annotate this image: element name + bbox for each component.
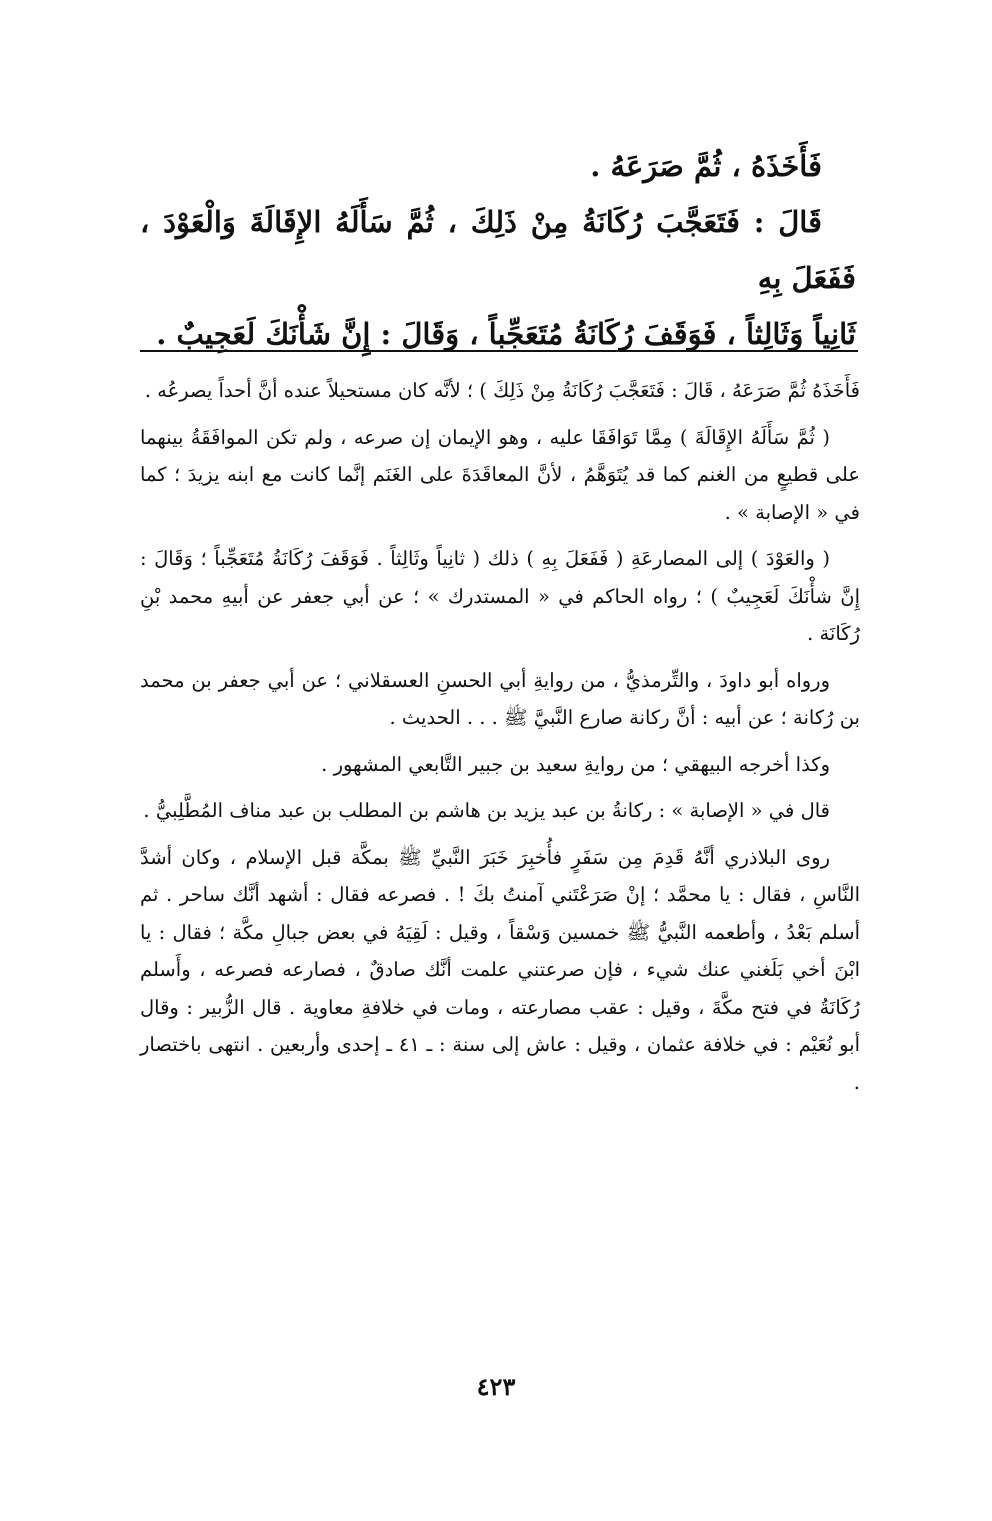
- commentary-paragraph: ( والعَوْدَ ) إلى المصارعَةِ ( فَفَعَلَ بِهِ ) ذلك ( ثانِياً وثَالِثاً . فَوَقَفَ رُكَانَةُ مُتَعَجِّباً ؛ وَقَالَ : إِنَّ شأْنَكَ لَعَجِيبٌ ) ؛ رواه الحاكم في « المستدرك » ؛ عن أبي جعفر عن أبيهِ محمد بْنِ رُكَانَة .: [140, 547, 860, 645]
- commentary-block: [140, 372, 860, 1110]
- commentary-paragraph: ورواه أبو داودَ ، والتِّرمذيُّ ، من روايةِ أبي الحسنِ العسقلاني ؛ عن أبي جعفر بن محمد بن رُكانة ؛ عن أبيه : أنَّ ركانة صارع النَّبيَّ ﷺ . . . الحديث .: [140, 668, 860, 729]
- main-text-line: ثَانِياً وَثَالِثاً ، فَوَقَفَ رُكَانَةُ مُتَعَجِّباً ، وَقَالَ : إِنَّ شَأْنَكَ لَعَجِيبٌ .: [156, 317, 856, 351]
- main-text-line: فَأَخَذَهُ ، ثُمَّ صَرَعَهُ .: [590, 149, 822, 183]
- footnote-separator: [140, 350, 858, 352]
- commentary-paragraph: ( ثُمَّ سَأَلَهُ الإِقَالَةَ ) مِمَّا تَوَافَقَا عليه ، وهو الإيمان إن صرعه ، ولم تكن الموافَقَةُ بينهما على قطيعٍ من الغنم كما قد يُتَوَهَّمُ ، لأنَّ المعاقَدَةَ على الغَنَم إنَّما كانت مع ابنه يزيدَ ؛ كما في « الإصابة » .: [140, 425, 860, 524]
- commentary-paragraph: وكذا أخرجه البيهقي ؛ من روايةِ سعيد بن جبير التَّابعي المشهور .: [321, 752, 830, 776]
- commentary-paragraph: فَأَخَذَهُ ثُمَّ صَرَعَهُ ، قَالَ : فَتَعَجَّبَ رُكَانَةُ مِنْ ذَلِكَ ) ؛ لأنَّه كان مستحيلاً عنده أنَّ أحداً يصرعُه .: [144, 379, 860, 402]
- main-text-line: قَالَ : فَتَعَجَّبَ رُكَانَةُ مِنْ ذَلِكَ ، ثُمَّ سَأَلَهُ الإِقَالَةَ وَالْعَوْدَ ، فَفَعَلَ بِهِ: [140, 205, 856, 295]
- commentary-paragraph: قال في « الإصابة » : ركانةُ بن عبد يزيد بن هاشم بن المطلب بن عبد مناف المُطَّلِبيُّ .: [143, 799, 830, 822]
- commentary-paragraph: روى البلاذري أنَّهُ قَدِمَ مِن سَفَرٍ فأُخبِرَ خَبَرَ النَّبيِّ ﷺ بمكَّة قبل الإسلام ، وكان أشدَّ النَّاسِ ، فقال : يا محمَّد ؛ إنْ صَرَعْتَني آمنتُ بكَ ! . فصرعه فقال : أشهد أنَّك ساحر . ثم أسلم بَعْدُ ، وأطعمه النَّبيُّ ﷺ خمسين وَسْقاً ، وقيل : لَقِيَهُ في بعض جبالِ مكَّة ؛ فقال : يا ابْنَ أخي بَلَغني عنك شيء ، فإن صرعتني علمت أنَّك صادقٌ ، فصارعه فصرعه ، وأَسلم رُكَانَةُ في فتح مكَّةَ ، وقيل : عقب مصارعته ، ومات في خلافةِ معاوية . قال الزُّبير : وقال أبو نُعَيْم : في خلافة عثمان ، وقيل : عاش إلى سنة : ـ ٤١ ـ إحدى وأربعين . انتهى باختصار .: [140, 845, 860, 1094]
- page-number: ٤٢٣: [476, 1372, 516, 1401]
- main-text-block: [140, 138, 856, 362]
